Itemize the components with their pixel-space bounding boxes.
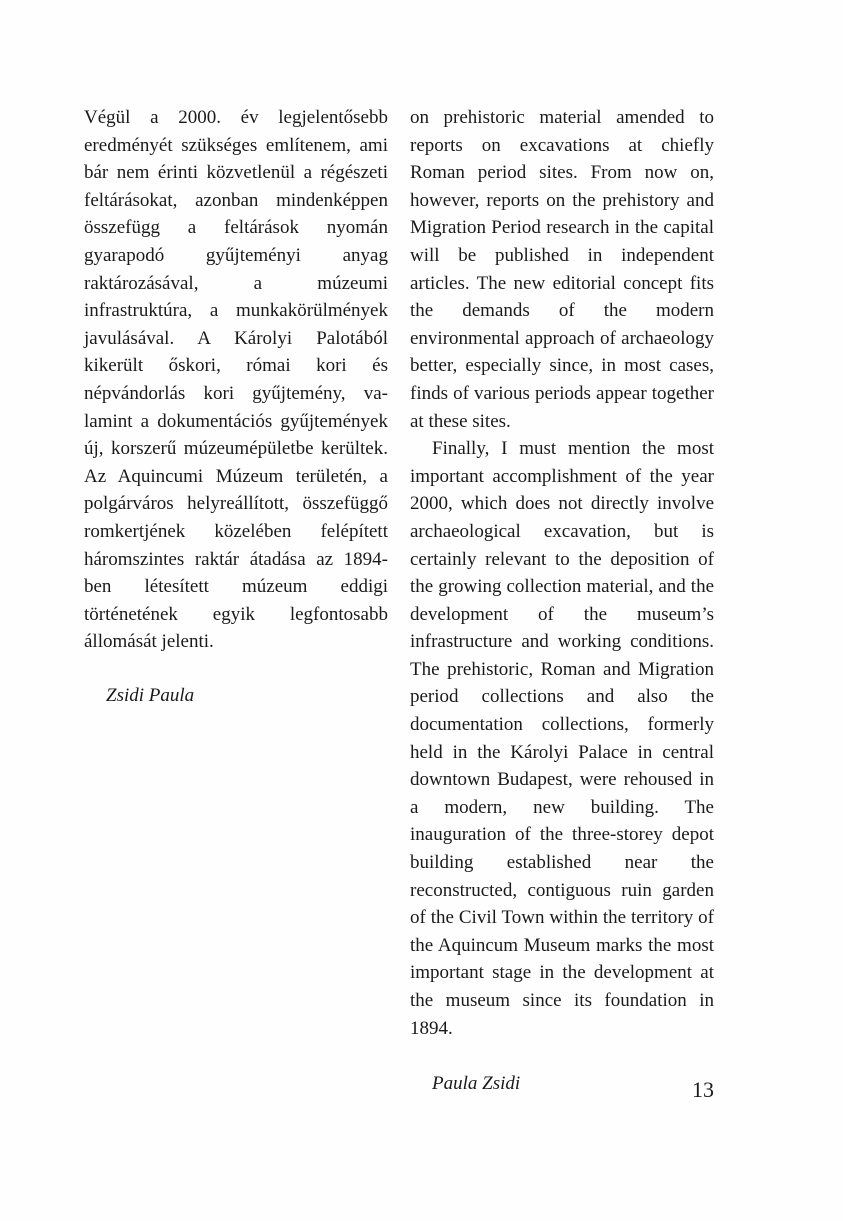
english-paragraph-2: Finally, I must mention the most important accomplishment of the year 2000, which does not directly involve archaeological excavation, but is certainly relevant to the deposition of the growing collection material, and the development of the museum’s infrastructure and working conditions. The prehistoric, Roman and Migration period collections and also the documentation collections, formerly held in the Károlyi Palace in central downtown Budapest, were rehoused in a modern, new building. The inauguration of the three-storey depot building established near the reconstructed, contiguous ruin garden of the Civil Town within the territory of the Aquincum Museum marks the most important stage in the development at the museum since its foundation in 1894. [410, 438, 714, 1039]
hungarian-signature: Zsidi Paula [106, 684, 195, 706]
english-signature: Paula Zsidi [432, 1073, 521, 1095]
hungarian-paragraph: Végül a 2000. év legjelentősebb eredményét szükséges említenem, ami bár nem érinti közvetlenül a régészeti feltárásokat, azonban mindenképpen összefügg a feltárások nyomán gyarapodó gyűjteményi anyag raktározásával, a múzeumi infrastruktúra, a munkakörülmények javulásával. A Károlyi Palotából kikerült őskori, római kori és népvándorlás kori gyűjtemény, valamint a dokumentációs gyűjtemények új, korszerű múzeumépületbe kerültek. Az Aquincumi Múzeum területén, a polgárváros helyreállított, összefüggő romkertjének közelében felépített háromszintes raktár átadása az 1894-ben létesített múzeum eddigi történetének egyik legfontosabb állomását jelenti. [84, 107, 388, 653]
english-column [410, 104, 714, 1098]
page-number: 13 [692, 1077, 714, 1102]
hungarian-column [84, 104, 388, 709]
english-paragraph-1: on prehistoric material amended to reports on excavations at chiefly Roman period sites. From now on, however, reports on the prehistory and Migration Period research in the capital will be published in independent articles. The new editorial concept fits the demands of the modern environmental approach of archaeology better, especially since, in most cases, finds of various periods appear together at these sites. [410, 107, 714, 432]
